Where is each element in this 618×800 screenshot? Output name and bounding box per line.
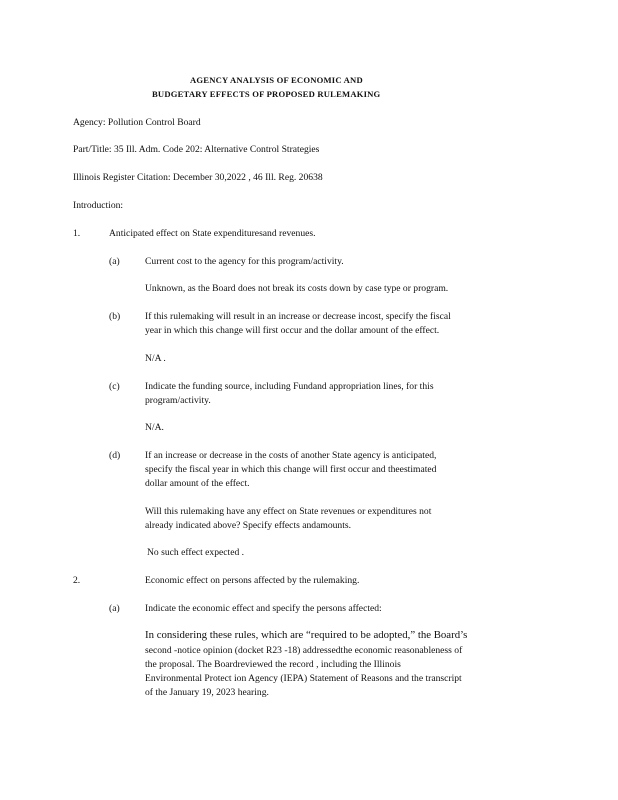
item-1b-label: (b) [109, 311, 121, 322]
item-2a-label: (a) [109, 603, 120, 614]
header-line-2: BUDGETARY EFFECTS OF PROPOSED RULEMAKING [152, 89, 381, 99]
item-1a-label: (a) [109, 256, 120, 267]
section-2-number: 2. [73, 575, 81, 586]
item-1d-line-1: If an increase or decrease in the costs of another State agency is anticipated, [145, 450, 437, 461]
item-1d-question-2: already indicated above? Specify effects andamounts. [145, 520, 352, 531]
section-2-title: Economic effect on persons affected by the rulemaking. [145, 575, 360, 586]
paragraph-line-1: In considering these rules, which are “required to be adopted,” the Board’s [145, 629, 468, 641]
item-1d-question-1: Will this rulemaking have any effect on State revenues or expenditures not [145, 506, 432, 517]
item-1c-line-1: Indicate the funding source, including Fundand appropriation lines, for this [145, 381, 434, 392]
item-1b-line-1: If this rulemaking will result in an increase or decrease incost, specify the fiscal [145, 311, 451, 322]
citation-line: Illinois Register Citation: December 30,2022 , 46 Ill. Reg. 20638 [73, 172, 323, 183]
header-line-1: AGENCY ANALYSIS OF ECONOMIC AND [190, 75, 363, 85]
item-2a-text: Indicate the economic effect and specify the persons affected: [145, 603, 382, 614]
section-1-number: 1. [73, 228, 81, 239]
item-1a-text: Current cost to the agency for this program/activity. [145, 256, 344, 267]
paragraph-line-2: second -notice opinion (docket R23 -18) addressedthe economic reasonableness of [145, 645, 463, 656]
item-1d-line-2: specify the fiscal year in which this change will first occur and theestimated [145, 464, 437, 475]
item-1c-line-2: program/activity. [145, 395, 211, 406]
section-1-title: Anticipated effect on State expendituresand revenues. [109, 228, 316, 239]
item-1b-line-2: year in which this change will first occur and the dollar amount of the effect. [145, 325, 440, 336]
item-1a-answer: Unknown, as the Board does not break its costs down by case type or program. [145, 283, 449, 294]
item-1c-answer: N/A. [145, 422, 164, 433]
paragraph-line-4: Environmental Protect ion Agency (IEPA) Statement of Reasons and the transcript [145, 673, 462, 684]
paragraph-line-3: the proposal. The Boardreviewed the record , including the Illinois [145, 659, 401, 670]
part-title-line: Part/Title: 35 Ill. Adm. Code 202: Alternative Control Strategies [73, 144, 320, 155]
item-1b-answer: N/A . [145, 353, 166, 364]
item-1c-label: (c) [109, 381, 120, 392]
paragraph-line-5: of the January 19, 2023 hearing. [145, 687, 269, 698]
item-1d-label: (d) [109, 450, 121, 461]
item-1d-line-3: dollar amount of the effect. [145, 478, 250, 489]
introduction-label: Introduction: [73, 200, 124, 211]
agency-line: Agency: Pollution Control Board [73, 117, 201, 128]
item-1d-answer: No such effect expected . [147, 547, 245, 558]
